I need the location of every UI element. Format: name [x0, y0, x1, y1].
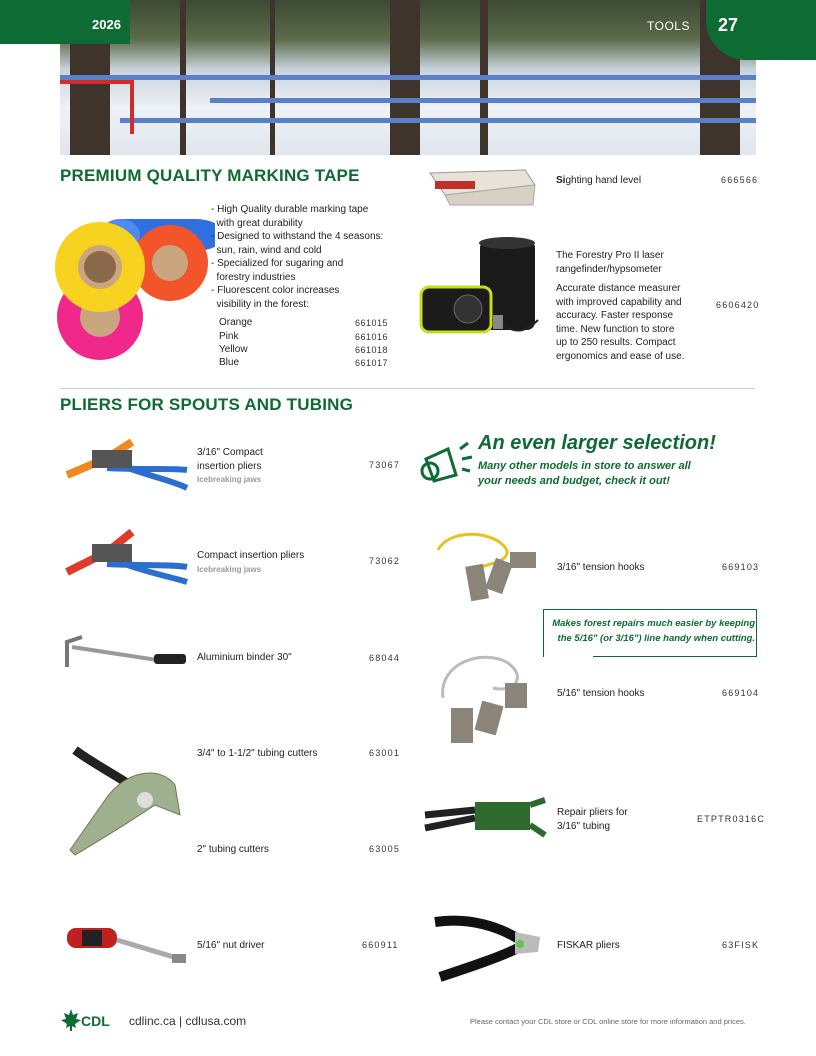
bullet-line: - High Quality durable marking tape [211, 204, 369, 215]
bullet-line: with great durability [211, 217, 303, 229]
item-code: 669104 [722, 688, 760, 698]
hand-level-name-bold: Si [556, 175, 566, 186]
callout-text [543, 616, 755, 646]
marking-tape-bullets [211, 203, 401, 311]
tension-hooks-5-16-image [433, 648, 538, 748]
item-name [557, 806, 628, 833]
item-name: 3/16" tension hooks [557, 562, 645, 573]
rangefinder-description [556, 282, 684, 363]
item-code: 660911 [362, 940, 399, 950]
bullet-line: forestry industries [211, 271, 296, 283]
marking-tape-image [45, 195, 215, 370]
tape-code-blue: 661017 [355, 358, 389, 368]
rangefinder-image [418, 235, 543, 355]
rangefinder-desc-line: up to 250 results. Compact [556, 337, 676, 348]
bullet-line: - Specialized for sugaring and [211, 258, 344, 269]
item-name-line: 3/16" tubing [557, 820, 611, 832]
item-code: 63001 [369, 748, 401, 758]
tape-color-blue: Blue [219, 357, 240, 368]
hand-level-image [425, 165, 540, 215]
item-code: 73062 [369, 556, 401, 566]
item-code: 63FISK [722, 940, 760, 950]
item-name: Aluminium binder 30" [197, 652, 292, 663]
tension-hooks-3-16-image [428, 530, 543, 610]
section-label: TOOLS [647, 19, 690, 33]
year-label: 2026 [92, 17, 121, 32]
maple-leaf-icon [60, 1008, 82, 1032]
tape-color-pink: Pink [219, 331, 239, 342]
item-code: 73067 [369, 460, 401, 470]
bullet-line: visibility in the forest: [211, 298, 309, 310]
tape-color-orange: Orange [219, 317, 253, 328]
item-name: 5/16" tension hooks [557, 688, 645, 699]
page-number: 27 [718, 15, 739, 35]
item-name: 3/4" to 1-1/2" tubing cutters [197, 748, 318, 759]
item-name [197, 446, 263, 487]
item-code: 68044 [369, 653, 401, 663]
hand-level-name-rest: ghting hand level [565, 175, 642, 186]
tubing-cutter-image [65, 745, 190, 860]
compact-pliers-image [62, 522, 192, 587]
tape-color-yellow: Yellow [219, 344, 248, 355]
footer-urls[interactable]: cdlinc.ca | cdlusa.com [129, 1014, 247, 1028]
aluminium-binder-image [62, 632, 192, 677]
item-code: ETPTR0316C [697, 814, 766, 824]
fiskar-pliers-image [430, 912, 545, 987]
rangefinder-desc-line: time. New function to store [556, 323, 675, 335]
promo-subtitle: Many other models in store to answer all your needs and budget, check it out! [478, 460, 691, 487]
rangefinder-desc-line: ergonomics and ease of use. [556, 350, 685, 362]
item-name [197, 549, 304, 576]
item-code: 63005 [369, 844, 401, 854]
item-name-line: insertion pliers [197, 460, 262, 472]
rangefinder-desc-line: Accurate distance measurer [556, 283, 681, 294]
tape-code-pink: 661016 [355, 332, 389, 342]
item-name: FISKAR pliers [557, 940, 620, 951]
rangefinder-title [556, 249, 664, 276]
tape-code-yellow: 661018 [355, 345, 389, 355]
megaphone-icon [418, 437, 476, 489]
compact-pliers-3-16-image [62, 430, 192, 495]
callout-line: the 5/16" (or 3/16") line handy when cutting. [557, 633, 755, 644]
footer-note: Please contact your CDL store or CDL online store for more information and prices. [470, 1017, 746, 1026]
callout-line: Makes forest repairs much easier by keeping [552, 618, 755, 629]
callout-underline [593, 656, 756, 657]
rangefinder-desc-line: with improved capability and [556, 296, 682, 308]
item-name-line: 3/16" Compact [197, 447, 263, 458]
bullet-line: sun, rain, wind and cold [211, 244, 322, 256]
repair-pliers-image [420, 790, 550, 845]
item-name-line: Repair pliers for [557, 807, 628, 818]
item-code: 669103 [722, 562, 760, 572]
promo-title: An even larger selection! [478, 432, 716, 454]
hand-level-name [556, 174, 641, 188]
rangefinder-title-line: The Forestry Pro II laser [556, 250, 664, 261]
cdl-logo: CDL [81, 1013, 110, 1029]
item-subtitle: Icebreaking jaws [197, 475, 262, 484]
marking-tape-title: PREMIUM QUALITY MARKING TAPE [60, 166, 360, 185]
pliers-section-title: PLIERS FOR SPOUTS AND TUBING [60, 395, 354, 414]
bullet-line: - Fluorescent color increases [211, 285, 340, 296]
rangefinder-code: 6606420 [716, 300, 760, 310]
item-name: 5/16" nut driver [197, 940, 265, 951]
item-subtitle: Icebreaking jaws [197, 564, 262, 574]
bullet-line: - Designed to withstand the 4 seasons: [211, 231, 384, 242]
hand-level-code: 666566 [721, 175, 759, 185]
rangefinder-title-line: rangefinder/hypsometer [556, 263, 662, 275]
item-name: 2" tubing cutters [197, 844, 269, 855]
tape-code-orange: 661015 [355, 318, 389, 328]
rangefinder-desc-line: accuracy. Faster response [556, 310, 674, 321]
nut-driver-image [62, 920, 192, 965]
item-name-line: Compact insertion pliers [197, 550, 305, 561]
section-divider [60, 388, 754, 389]
